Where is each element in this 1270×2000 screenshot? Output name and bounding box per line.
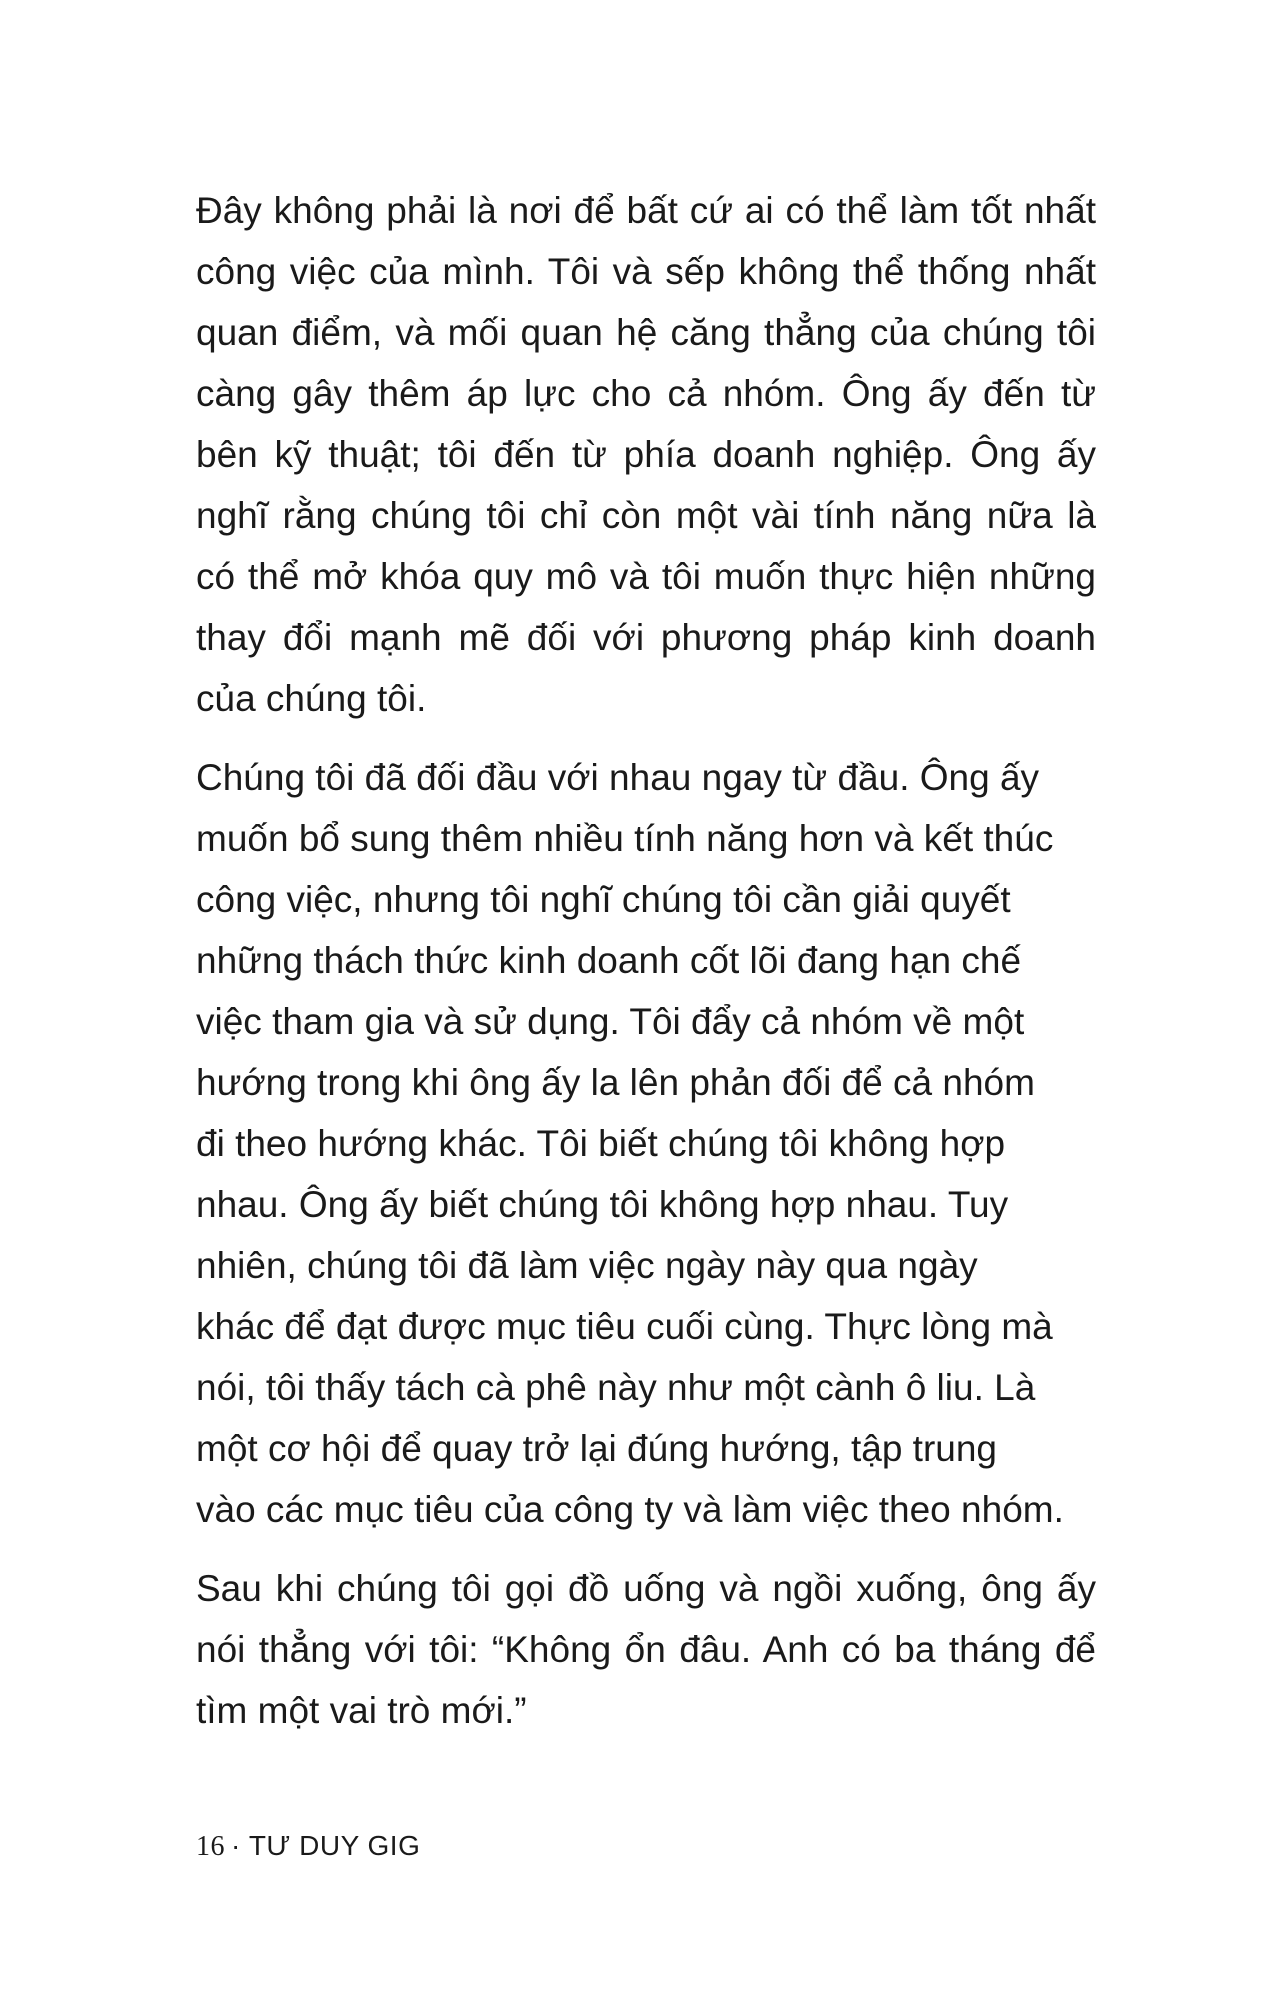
book-title: TƯ DUY GIG bbox=[248, 1830, 421, 1861]
paragraph-2: Chúng tôi đã đối đầu với nhau ngay từ đầu. Ông ấy muốn bổ sung thêm nhiều tính năng hơn và kết thúc công việc, nhưng tôi nghĩ chúng tôi cần giải quyết những thách thức kinh doanh cốt lõi đang hạn chế việc tham gia và sử dụng. Tôi đẩy cả nhóm về một hướng trong khi ông ấy la lên phản đối để cả nhóm đi theo hướng khác. Tôi biết chúng tôi không hợp nhau. Ông ấy biết chúng tôi không hợp nhau. Tuy nhiên, chúng tôi đã làm việc ngày này qua ngày khác để đạt được mục tiêu cuối cùng. Thực lòng mà nói, tôi thấy tách cà phê này như một cành ô liu. Là một cơ hội để quay trở lại đúng hướng, tập trung vào các mục tiêu của công ty và làm việc theo nhóm. bbox=[196, 757, 1064, 1530]
paragraph-1: Đây không phải là nơi để bất cứ ai có thể làm tốt nhất công việc của mình. Tôi và sếp không thể thống nhất quan điểm, và mối quan hệ căng thẳng của chúng tôi càng gây thêm áp lực cho cả nhóm. Ông ấy đến từ bên kỹ thuật; tôi đến từ phía doanh nghiệp. Ông ấy nghĩ rằng chúng tôi chỉ còn một vài tính năng nữa là có thể mở khóa quy mô và tôi muốn thực hiện những thay đổi mạnh mẽ đối với phương pháp kinh doanh của chúng tôi. bbox=[196, 190, 1096, 719]
page-footer bbox=[196, 1828, 420, 1865]
page-number: 16 bbox=[196, 1831, 225, 1862]
page-body bbox=[196, 180, 1096, 1741]
paragraph-3: Sau khi chúng tôi gọi đồ uống và ngồi xuống, ông ấy nói thẳng với tôi: “Không ổn đâu. Anh có ba tháng để tìm một vai trò mới.” bbox=[196, 1568, 1096, 1731]
footer-separator: · bbox=[231, 1830, 241, 1861]
